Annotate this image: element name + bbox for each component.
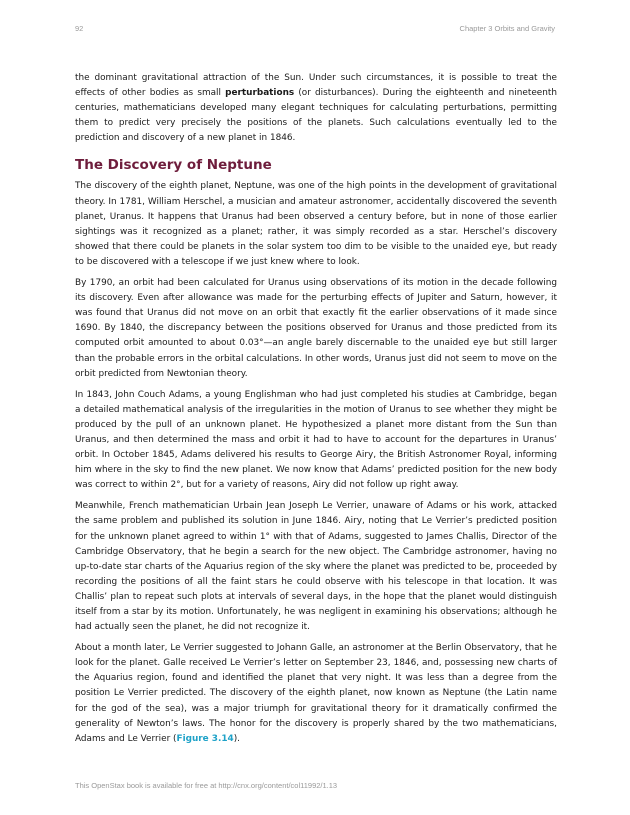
- page-body: [75, 71, 557, 753]
- paragraph-galle: [75, 641, 557, 747]
- paragraph-galle-close: ).: [233, 733, 240, 744]
- paragraph-herschel: The discovery of the eighth planet, Neptune, was one of the high points in the development of gravitational theory. In 1781, William Herschel, a musician and amateur astronomer, accidentally discovered the seventh planet, Uranus. It happens that Uranus had been observed a century before, but in none of those earlier sightings was it recognized as a planet; rather, it was simply recorded as a star. Herschel’s discovery showed that there could be planets in the solar system too dim to be visible to the unaided eye, but ready to be discovered with a telescope if we just knew where to look.: [75, 181, 557, 267]
- paragraph-adams: In 1843, John Couch Adams, a young Englishman who had just completed his studies at Cambridge, began a detailed mathematical analysis of the irregularities in the motion of Uranus to see whether they might be produced by the pull of an unknown planet. He hypothesized a planet more distant from the Sun than Uranus, and then determined the mass and orbit it had to have to account for the departures in Uranus’ orbit. In October 1845, Adams delivered his results to George Airy, the British Astronomer Royal, informing him where in the sky to find the new planet. We now know that Adams’ predicted position for the new body was correct to within 2°, but for a variety of reasons, Airy did not follow up right away.: [75, 389, 557, 491]
- section-heading: The Discovery of Neptune: [75, 157, 272, 174]
- paragraph-galle-text: About a month later, Le Verrier suggested to Johann Galle, an astronomer at the Berlin Observatory, that he look for the planet. Galle received Le Verrier’s letter on September 23, 1846, and, possessing new charts of the Aquarius region, found and identified the planet that very night. It was less than a degree from the position Le Verrier predicted. The discovery of the eighth planet, now known as Neptune (the Latin name for the god of the sea), was a major triumph for gravitational theory for it dramatically confirmed the generality of Newton’s laws. The honor for the discovery is properly shared by the two mathematicians, Adams and Le Verrier (: [75, 643, 557, 744]
- footer-note: This OpenStax book is available for free at http://cnx.org/content/col11992/1.13: [75, 781, 338, 790]
- paragraph-intro-text-end: (or disturbances). During the eighteenth and nineteenth centuries, mathematicians developed many elegant techniques for calculating perturbations, permitting them to predict very precisely the positions of the planets. Such calculations eventually led to the prediction and discovery of a new planet in 1846.: [75, 88, 557, 144]
- figure-link[interactable]: Figure 3.14: [176, 733, 234, 744]
- page-number: 92: [75, 24, 84, 33]
- paragraph-le-verrier: Meanwhile, French mathematician Urbain Jean Joseph Le Verrier, unaware of Adams or his work, attacked the same problem and published its solution in June 1846. Airy, noting that Le Verrier’s predicted position for the unknown planet agreed to within 1° with that of Adams, suggested to James Challis, Director of the Cambridge Observatory, that he begin a search for the new object. The Cambridge astronomer, having no up-to-date star charts of the Aquarius region of the sky where the planet was predicted to be, proceeded by recording the positions of all the faint stars he could observe with his telescope in that location. It was Challis’ plan to repeat such plots at intervals of several days, in the hope that the planet would distinguish itself from a star by its motion. Unfortunately, he was negligent in examining his observations; although he had actually seen the planet, he did not recognize it.: [75, 501, 557, 633]
- running-header: Chapter 3 Orbits and Gravity: [459, 24, 555, 33]
- paragraph-uranus-orbit: By 1790, an orbit had been calculated for Uranus using observations of its motion in the decade following its discovery. Even after allowance was made for the perturbing effects of Jupiter and Saturn, however, it was found that Uranus did not move on an orbit that exactly fit the earlier observations of it made since 1690. By 1840, the discrepancy between the positions observed for Uranus and those predicted from its computed orbit amounted to about 0.03°—an angle barely discernable to the unaided eye but still larger than the probable errors in the orbital calculations. In other words, Uranus just did not seem to move on the orbit predicted from Newtonian theory.: [75, 278, 557, 379]
- paragraph-intro-text-start: the dominant gravitational attraction of the Sun. Under such circumstances, it is possible to treat the effects of other bodies as small: [75, 73, 557, 99]
- key-term-perturbations: perturbations: [225, 88, 295, 99]
- paragraph-intro: [75, 71, 557, 146]
